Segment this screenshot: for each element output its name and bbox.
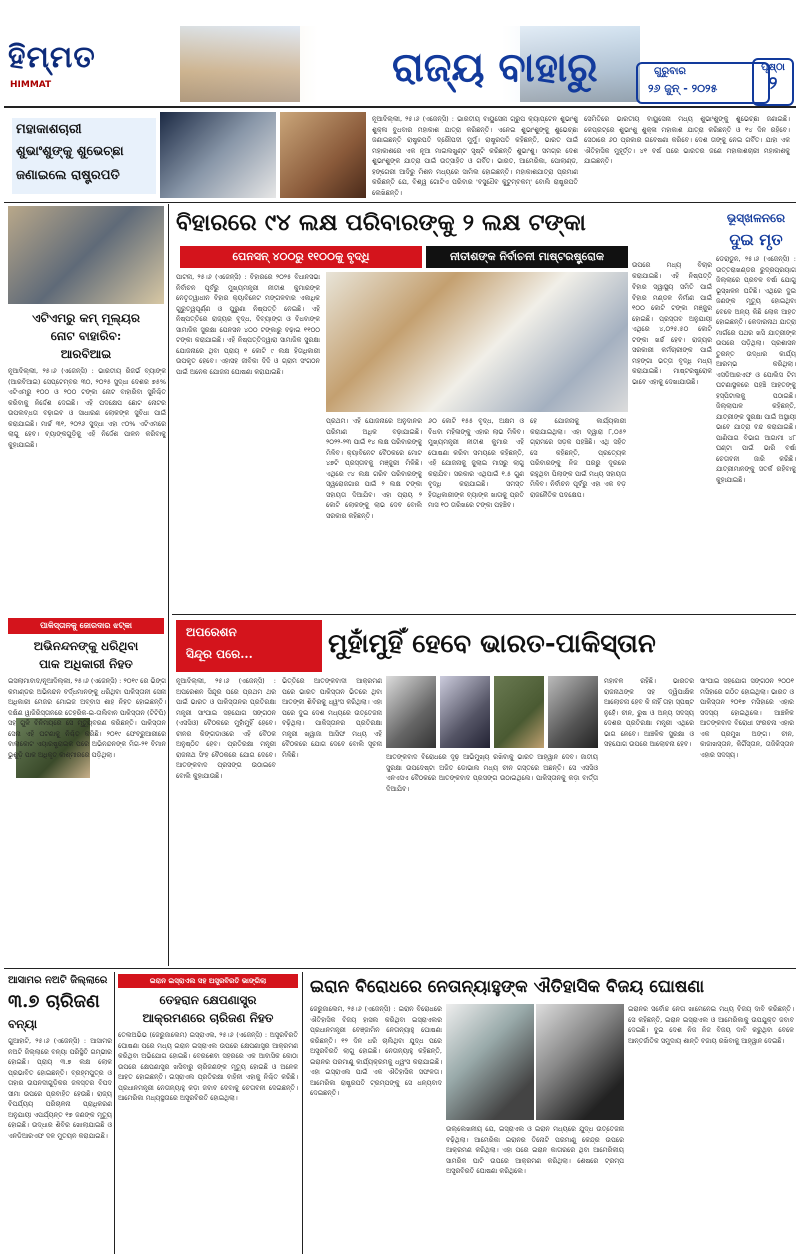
column-divider	[114, 972, 115, 1254]
sindoor-body-5: ସାଂଘାଇ ସହଯୋଗ ସଙ୍ଗଠନ ୨୦୦୧ ମସିହାରେ ଗଠିତ ହୋଇଥିଲା। ଭାରତ ଓ ପାକିସ୍ତାନ ୨୦୧୭ ମସିହାରେ ଏହାର ସଦସ୍ୟ ହୋଇଥିଲେ। ଆଞ୍ଚଳିକ ଆତଙ୍କବାଦ ବିରୋଧୀ ସଂରଚନା ଏହାର ଏକ ପ୍ରମୁଖ ଅଙ୍ଗ। ଚୀନ, କାଜାଖସ୍ତାନ, କିର୍ଗିସ୍ତାନ, ତାଜିକିସ୍ତାନ ଏହାର ସଦସ୍ୟ।	[700, 677, 794, 759]
sindoor-body-3: ଆତଙ୍କବାଦ ବିରୋଧରେ ଦୃଢ଼ ଆଭିମୁଖ୍ୟ ରଖିବାକୁ ଭାରତ ଆହ୍ୱାନ ଦେବ। ଜାତୀୟ ସୁରକ୍ଷା ଉପଦେଷ୍ଟା ଅଜିତ ଡୋଭାଲ ମଧ୍ୟ ଚୀନ ଗସ୍ତରେ ଅଛନ୍ତି। ସେ ଏସସିଓ ଏନଏସଏ ବୈଠକରେ ଆତଙ୍କବାଦ ପ୍ରସଙ୍ଗ ଉଠାଇଥିଲେ। ପାକିସ୍ତାନକୁ କଡ଼ା ବାର୍ତ୍ତା ଦିଆଯିବ।	[386, 753, 598, 793]
pakistan-officer-headline-2: ପାକ ଅଧିକାରୀ ନିହତ	[39, 657, 133, 671]
astronauts-photo	[160, 112, 276, 198]
skyline-left-image	[180, 26, 300, 102]
paper-name: ହିମ୍ମତ	[8, 40, 96, 75]
asif-photo	[440, 676, 490, 748]
pension-body-2: ପ୍ରଥମ। ଏହି ଯୋଜନାରେ ଅନୁଦାନର ପରିମାଣ ଅଧିକ ବଢ଼ାଯାଇଛି। ୨୦୨୨-୨୩ ପାଇଁ ୧୪ ଲକ୍ଷ ପରିବାରଙ୍କୁ ମିଳିବ। କ୍ୟାବିନେଟ ବୈଠକରେ ମୋଟ ୪୭ଟି ପ୍ରସ୍ତାବକୁ ମଞ୍ଜୁରୀ ମିଳିଛି। ଏଥିରେ ୯୪ ଲକ୍ଷ ଗରିବ ପରିବାରଙ୍କୁ ସ୍ୱରୋଜଗାର ପାଇଁ ୨ ଲକ୍ଷ ଟଙ୍କା ସହାୟତା ଦିଆଯିବ। ଏହା ପ୍ରାୟ ୨ କୋଟି ଲୋକଙ୍କୁ ଲାଭ ଦେବ ବୋଲି ସରକାର କହିଛନ୍ତି।	[326, 417, 422, 520]
iran-victory-headline: ଇରାନ ବିରୋଧରେ ନେତାନ୍ୟାହୁଙ୍କ ଐତିହାସିକ ବିଜୟ ଘୋଷଣା	[310, 977, 705, 997]
day-label: ଗୁରୁବାର	[654, 66, 686, 77]
tehran-body: ତେଲଅଭିଭ (ଜେରୁଜାଲେମ) ଇସ୍ରାଏଲ, ୨୫।୬ (ଏଜେନ୍ସି) : ଅସ୍ତ୍ରବିରତି ଘୋଷଣା ପରେ ମଧ୍ୟ ଇରାନ ଇସ୍ରାଏଲ ଉପରେ କ୍ଷେପଣାସ୍ତ୍ର ଆକ୍ରମଣ କରିଥିବା ଅଭିଯୋଗ ହୋଇଛି। ବେରଶେବା ସହରରେ ଏକ ଆବାସିକ କୋଠା ଉପରେ କ୍ଷେପଣାସ୍ତ୍ର ଖସିବାରୁ ଚାରିଜଣଙ୍କ ମୃତ୍ୟୁ ହୋଇଛି ଓ ଅନେକ ଆହତ ହୋଇଛନ୍ତି। ଇସ୍ରାଏଲ ପ୍ରତିରକ୍ଷା ବାହିନୀ ଏହାକୁ ନିଶ୍ଚିତ କରିଛି। ପ୍ରଧାନମନ୍ତ୍ରୀ ନେତାନ୍ୟାହୁ କଡ଼ା ଜବାବ ଦେବାକୁ ଚେତାବନୀ ଦେଇଛନ୍ତି। ଆମେରିକା ମଧ୍ୟସ୍ଥତାରେ ଅସ୍ତ୍ରବିରତି ହୋଇଥିଲା।	[118, 1031, 298, 1102]
assam-body: ଗୁଆହାଟି, ୨୫।୬ (ଏଜେନ୍ସି) : ଆସାମର ନଅଟି ଜିଲ୍ଲାରେ ବନ୍ୟା ପରିସ୍ଥିତି ଗମ୍ଭୀର ହୋଇଛି। ପ୍ରାୟ ୩.୭ ଲକ୍ଷ ଲୋକ ପ୍ରଭାବିତ ହୋଇଛନ୍ତି। ବ୍ରହ୍ମପୁତ୍ର ଓ ତାହାର ଉପନଦୀଗୁଡ଼ିକର ଜଳସ୍ତର ବିପଦ ସୀମା ଉପରେ ପ୍ରବାହିତ ହେଉଛି। ରାଜ୍ୟ ବିପର୍ଯ୍ୟୟ ପରିଚାଳନା ପ୍ରାଧିକରଣ ଅନୁଯାୟୀ ଏପର୍ଯ୍ୟନ୍ତ ୧୭ ଜଣଙ୍କ ମୃତ୍ୟୁ ହୋଇଛି। ଉଦ୍ଧାର ଶିବିର ଖୋଲାଯାଇଛି ଓ ଏନଡିଆରଏଫ ଦଳ ମୁତୟନ କରାଯାଇଛି।	[8, 1037, 112, 1140]
army-chief-photo	[494, 676, 544, 748]
president-body-2: ସେମିତିରେ ଭାରତୀୟ ବାୟୁସେନା ମଧ୍ୟ ଶୁଭାଂଶୁଙ୍କୁ ଶୁଭେଚ୍ଛା ଜଣାଇଛି। କେପ୍ରଟ୍ରେ ଶୁଭାଂଶୁ ଶୁକ୍ଳା ମହାକାଶ ଯାତ୍ରା କରିଛନ୍ତି ଓ ୧୪ ଦିନ ରହିବେ। ସେଠାରେ ୬୦ ପ୍ରକାର ଗବେଷଣା କରିବେ। ଦେଶ ତାଙ୍କୁ ନେଇ ଗର୍ବିତ। ଯାହା ଏକ ଐତିହାସିକ ମୁହୂର୍ତ୍ତ। ୪୧ ବର୍ଷ ପରେ ଭାରତର ଜଣେ ମହାକାଶଚାରୀ ମହାକାଶକୁ ଯାଇଛନ୍ତି।	[584, 115, 790, 165]
landslide-body: ଡେରାଡୁନ, ୨୫।୬ (ଏଜେନ୍ସି) : ଉତ୍ତରାଖଣ୍ଡର ରୁଦ୍ରପ୍ରୟାଗ ଜିଲ୍ଲାରେ ପ୍ରବଳ ବର୍ଷା ଯୋଗୁ ଭୂସ୍ଖଳନ ଘଟିଛି। ଏଥିରେ ଦୁଇ ଜଣଙ୍କ ମୃତ୍ୟୁ ହୋଇଥିବା ବେଳେ ଅନ୍ୟ କିଛି ଲୋକ ଆହତ ହୋଇଛନ୍ତି। କେଦାରନାଥ ଯାତ୍ରା ମାର୍ଗରେ ପଥର ଖସି ଯାତ୍ରୀଙ୍କ ଉପରେ ପଡ଼ିଥିଲା। ପ୍ରଶାସନ ତୁରନ୍ତ ଉଦ୍ଧାର କାର୍ଯ୍ୟ ଆରମ୍ଭ କରିଥିଲା। ଏସଡିଆରଏଫ ଓ ପୋଲିସ ଟିମ ଘଟଣାସ୍ଥଳରେ ପହଞ୍ଚି ଆହତଙ୍କୁ ହସ୍ପିଟାଲକୁ ପଠାଇଛି। ଜିଲ୍ଲାପାଳ କହିଛନ୍ତି, ଯାତ୍ରୀଙ୍କ ସୁରକ୍ଷା ପାଇଁ ଅସ୍ଥାୟୀ ଭାବେ ଯାତ୍ରା ବନ୍ଦ କରାଯାଇଛି। ପାଣିପାଗ ବିଭାଗ ଆଗାମୀ ୪୮ ଘଣ୍ଟା ପାଇଁ ଭାରି ବର୍ଷା ଚେତାବନୀ ଜାରି କରିଛି। ଯାତ୍ରୀମାନଙ୍କୁ ସତର୍କ ରହିବାକୁ କୁହାଯାଇଛି।	[716, 255, 796, 484]
atm-headline-1: ଏଟିଏମରୁ କମ୍ ମୂଲ୍ୟର	[32, 311, 140, 325]
tehran-headline-1: ତେହରାନ କ୍ଷେପଣାସ୍ତ୍ର	[159, 993, 257, 1007]
sindoor-kicker-box	[176, 620, 322, 672]
khamenei-photo	[536, 1004, 624, 1120]
pension-body-3: ୬୦ କୋଟି ୧୫୫ ବୃଦ୍ଧ, ଅକ୍ଷମ ଓ ବିଧବା ମହିଳାଙ୍କୁ ଏହାର ଲାଭ ମିଳିବ। ମୁଖ୍ୟମନ୍ତ୍ରୀ ନୀତୀଶ କୁମାର ଏହି ଘୋଷଣା କରିବା ସମୟରେ କହିଛନ୍ତି, ଏହି ଯୋଜନାକୁ ଜୁଲାଇ ମାସରୁ ଲାଗୁ କରାଯିବ। ସରକାର ଏଥିପାଇଁ ୧.୫ ଗୁଣ ବୃଦ୍ଧି କରାଯାଇଛି। ସମସ୍ତ ହିତାଧିକାରୀଙ୍କ ବ୍ୟାଙ୍କ ଖାତାକୁ ପ୍ରତି ମାସ ୧୦ ତାରିଖରେ ଟଙ୍କା ପହଞ୍ଚିବ।	[428, 417, 524, 509]
divider	[172, 614, 796, 615]
doval-photo	[548, 676, 598, 748]
president-photo	[280, 112, 366, 198]
iran-victory-body-1: ଜେରୁଜାଲେମ, ୨୫।୬ (ଏଜେନ୍ସି) : ଇରାନ ବିରୋଧରେ ଐତିହାସିକ ବିଜୟ ହାସଲ କରିଥିବା ଇସ୍ରାଏଲର ପ୍ରଧାନମନ୍ତ୍ରୀ ବେଞ୍ଜାମିନ ନେତାନ୍ୟାହୁ ଘୋଷଣା କରିଛନ୍ତି। ୧୨ ଦିନ ଧରି ଚାଲିଥିବା ଯୁଦ୍ଧ ପରେ ଅସ୍ତ୍ରବିରତି ଲାଗୁ ହୋଇଛି। ନେତାନ୍ୟାହୁ କହିଛନ୍ତି, ଇରାନର ପରମାଣୁ କାର୍ଯ୍ୟକ୍ରମକୁ ଧ୍ୱଂସ କରାଯାଇଛି। ଏହା ଇସ୍ରାଏଲ ପାଇଁ ଏକ ଐତିହାସିକ ସଫଳତା। ଆମେରିକା ରାଷ୍ଟ୍ରପତି ଟ୍ରମ୍ପଙ୍କୁ ସେ ଧନ୍ୟବାଦ ଦେଇଛନ୍ତି।	[310, 1005, 442, 1097]
masthead-divider	[4, 106, 796, 108]
assam-headline-1: ଆସାମର ନଅଟି ଜିଲ୍ଲାରେ	[8, 975, 108, 986]
pakistan-officer-body: ଇସଲାମାବାଦ/ନୂଆଦିଲ୍ଲୀ, ୨୫।୬ (ଏଜେନ୍ସି) : ୨୦୧୯ ରେ ଭିଙ୍ଗ କମାଣ୍ଡର ଅଭିନନ୍ଦନ ବର୍ଦ୍ଧମାନଙ୍କୁ ଧରିଥିବା ପାକିସ୍ତାନୀ ସେନା ଅଧିକାରୀ ମେଜର ମୋଇଜ ଅବ୍ବାସ ଶାହ ନିହତ ହୋଇଛନ୍ତି। ଦକ୍ଷିଣ ୱାଜିରିସ୍ତାନରେ ତେହରିକ-ଇ-ତାଲିବାନ ପାକିସ୍ତାନ (ଟିଟିପି) ସହ ଗୁଳି ବିନିମୟରେ ସେ ମୃତ୍ୟୁବରଣ କରିଛନ୍ତି। ପାକିସ୍ତାନ ସେନା ଏହି ଘଟଣାକୁ ନିଶ୍ଚିତ କରିଛି। ୨୦୧୯ ଫେବ୍ରୁଆରୀରେ ବାଲାକୋଟ ଏୟାରଷ୍ଟ୍ରାଇକ ପରେ ଅଭିନନ୍ଦନଙ୍କ ମିଗ-୨୧ ବିମାନ ଭୁଶୁଡ଼ି ପାକ ଅଧିକୃତ କାଶ୍ମୀରରେ ପଡ଼ିଥିଲା।	[8, 677, 166, 759]
president-body: ନୂଆଦିଲ୍ଲୀ, ୨୫।୬ (ଏଜେନ୍ସି) : ଭାରତୀୟ ବାୟୁସେନା ଗ୍ରୁପ କ୍ୟାପ୍ଟେନ ଶୁଭାଂଶୁ ଶୁକ୍ଳା ବୁଧବାର ମହାକାଶ ଯାତ୍ରା କରିଛନ୍ତି। ଏନେଇ ଶୁଭାଂଶୁଙ୍କୁ ଶୁଭେଚ୍ଛା ଜଣାଇଛନ୍ତି ରାଷ୍ଟ୍ରପତି ଦ୍ରୌପଦୀ ମୁର୍ମୁ। ରାଷ୍ଟ୍ରପତି କହିଛନ୍ତି, ଭାରତ ପାଇଁ ମହାକାଶରେ ଏକ ନୂଆ ମାଇଲଖୁଣ୍ଟ ସୃଷ୍ଟି କରିଛନ୍ତି ଶୁଭାଂଶୁ। ସମଗ୍ର ଦେଶ ଶୁଭାଂଶୁଙ୍କ ଯାତ୍ରା ପାଇଁ ଉତ୍ସାହିତ ଓ ଗର୍ବିତ। ଭାରତ, ଆମେରିକା, ପୋଲାଣ୍ଡ, ହଙ୍ଗେରୀ ଆଦିରୁ ମିଶନ ମଧ୍ୟରେ ସାମିଲ ହୋଇଛନ୍ତି। ମହାକାଶଯାତ୍ରା ପ୍ରମାଣ କରିଛନ୍ତି ଯେ, ବିଶ୍ୱ ଗୋଟିଏ ପରିବାର 'ବସୁଧୈବ କୁଟୁମ୍ବକମ୍' ବୋଲି ରାଷ୍ଟ୍ରପତି ଲେଖିଛନ୍ତି।	[372, 115, 578, 197]
atm-headline-3: ଆରବିଆଇ	[60, 347, 112, 361]
pakistan-officer-headline-1: ଅଭିନନ୍ଦନଙ୍କୁ ଧରିଥିବା	[33, 639, 139, 653]
pension-black-bar: ନୀତୀଶଙ୍କ ନିର୍ବାଚନୀ ମାଷ୍ଟରଷ୍ଟ୍ରୋକ	[426, 246, 628, 268]
president-headline-2: ଶୁଭାଂଶୁଙ୍କୁ ଶୁଭେଚ୍ଛା	[16, 144, 124, 159]
atm-headline-2: ନୋଟ ବାହାରିବ:	[50, 329, 122, 343]
paper-logo	[8, 40, 178, 100]
masthead	[0, 0, 800, 108]
rajnath-photo	[386, 676, 436, 748]
netanyahu-photo	[446, 1004, 534, 1120]
president-headline-1: ମହାକାଶଚାରୀ	[16, 122, 82, 137]
sindoor-body-4: ମହାବଳ ରହିଛି। ଭାରତର ରାଜନାଥଙ୍କ ସହ ଦ୍ୱିପାକ୍ଷିକ ଆଲୋଚନା ହେବ କି ନାହିଁ ତାହା ସ୍ପଷ୍ଟ ନୁହେଁ। ଚୀନ, ରୁଷ ଓ ଅନ୍ୟ ସଦସ୍ୟ ଦେଶର ପ୍ରତିରକ୍ଷା ମନ୍ତ୍ରୀ ଏଥିରେ ଭାଗ ନେବେ। ଆଞ୍ଚଳିକ ସୁରକ୍ଷା ଓ ସହଯୋଗ ଉପରେ ଆଲୋଚନା ହେବ।	[604, 677, 694, 748]
assam-headline-2: ୩.୭ ଚାରିଜଣ	[8, 991, 100, 1012]
iran-victory-body-2: ଉଲ୍ଲେଖନୀୟ ଯେ, ଇସ୍ରାଏଲ ଓ ଇରାନ ମଧ୍ୟରେ ଯୁଦ୍ଧ ଉତ୍ତେଜନା ବଢ଼ିଥିଲା। ଆମେରିକା ଇରାନର ତିନୋଟି ପରମାଣୁ କେନ୍ଦ୍ର ଉପରେ ଆକ୍ରମଣ କରିଥିଲା। ଏହା ପରେ ଇରାନ କାତାରରେ ଥିବା ଆମେରିକୀୟ ସାମରିକ ଘାଟି ଉପରେ ଆକ୍ରମଣ କରିଥିଲା। ଶେଷରେ ଟ୍ରମ୍ପ ଅସ୍ତ୍ରବିରତି ଘୋଷଣା କରିଥିଲେ।	[446, 1125, 624, 1175]
page-label: ପୃଷ୍ଠା	[761, 62, 785, 73]
landslide-headline-1: ଭୂସ୍ଖଳନରେ	[726, 211, 786, 225]
pension-red-bar: ପେନସନ୍ ୪୦୦ରୁ ୧୧୦୦କୁ ବୃଦ୍ଧି	[180, 246, 422, 268]
column-divider	[168, 204, 169, 966]
page-number-box	[752, 58, 794, 106]
divider	[4, 202, 796, 203]
pension-body-6: ଉପରେ ମଧ୍ୟ ବିଚାର କରାଯାଇଛି। ଏହି ନିଷ୍ପତ୍ତି	[632, 261, 712, 280]
sindoor-body-1: ନୂଆଦିଲ୍ଲୀ, ୨୫।୬ (ଏଜେନ୍ସି) : ଅପରେଶନ ସିନ୍ଦୂର ପରେ ପ୍ରଥମ ଥର ପାଇଁ ଭାରତ ଓ ପାକିସ୍ତାନର ପ୍ରତିରକ୍ଷା ମନ୍ତ୍ରୀ ସାଂଘାଇ ସହଯୋଗ ସଙ୍ଗଠନ (ଏସସିଓ) ବୈଠକରେ ମୁହାଁମୁହିଁ ହେବେ। ଚୀନର କିଙ୍ଗଡାଓରେ ଏହି ବୈଠକ ଅନୁଷ୍ଠିତ ହେବ। ପ୍ରତିରକ୍ଷା ମନ୍ତ୍ରୀ ରାଜନାଥ ସିଂହ ବୈଠକରେ ଯୋଗ ଦେବେ। ଆତଙ୍କବାଦ ପ୍ରସଙ୍ଗ ଉଠାଇବେ ବୋଲି କୁହାଯାଉଛି।	[176, 677, 276, 780]
pakistan-officer-bar: ପାକିସ୍ତାନକୁ ଜୋରଦାର ଝଟ୍‌କା	[8, 618, 164, 634]
atm-body: ନୂଆଦିଲ୍ଲୀ, ୨୫।୬ (ଏଜେନ୍ସି) : ଭାରତୀୟ ରିଜର୍ଭ ବ୍ୟାଙ୍କ (ଆରବିଆଇ) ସେପ୍ଟେମ୍ବର ୩୦, ୨୦୨୫ ସୁଦ୍ଧା ଦେଶର ୭୫% ଏଟିଏମରୁ ୧୦୦ ଓ ୨୦୦ ଟଙ୍କା ନୋଟ ବାହାରିବା ସୁନିଶ୍ଚିତ କରିବାକୁ ନିର୍ଦ୍ଦେଶ ଦେଇଛି। ଏହି ପଦକ୍ଷେପ ଛୋଟ ନୋଟର ଉପଲବ୍ଧତା ବଢ଼ାଇବ ଓ ସାଧାରଣ ଲୋକଙ୍କ ସୁବିଧା ପାଇଁ କରାଯାଇଛି। ମାର୍ଚ୍ଚ ୩୧, ୨୦୨୬ ସୁଦ୍ଧା ଏହା ୯୦% ଏଟିଏମରେ ଲାଗୁ ହେବ। ବ୍ୟାଙ୍କଗୁଡ଼ିକୁ ଏହି ନିର୍ଦ୍ଦେଶ ପାଳନ କରିବାକୁ କୁହାଯାଇଛି।	[8, 367, 166, 449]
date-label: ୨୬ ଜୁନ୍ - ୨୦୨୫	[648, 82, 718, 95]
pension-body-5: ବିହାର ସ୍ୱାସ୍ଥ୍ୟ ସମିତି ପାଇଁ ବିହାର ମଣ୍ଡଳ ନିର୍ମାଣ ପାଇଁ ୧୦୦ କୋଟି ଟଙ୍କା ମଞ୍ଜୁର ହୋଇଛି। ପ୍ରସ୍ତାବ ଅନୁଯାୟୀ ଏଥିରେ ୪,୦୨୫.୫୦ କୋଟି ଟଙ୍କା ଖର୍ଚ୍ଚ ହେବ। ରାଜ୍ୟର ସରକାରୀ କର୍ମଚାରୀଙ୍କ ପାଇଁ ମହଙ୍ଗା ଭତ୍ତା ବୃଦ୍ଧି ମଧ୍ୟ କରାଯାଇଛି। ମାଷ୍ଟରଷ୍ଟ୍ରୋକ ଭାବେ ଏହାକୁ ଦେଖାଯାଉଛି।	[632, 283, 712, 386]
sindoor-headline: ମୁହାଁମୁହିଁ ହେବେ ଭାରତ-ପାକିସ୍ତାନ	[328, 629, 656, 659]
atm-photo	[8, 206, 164, 304]
pension-headline: ବିହାରରେ ୯୪ ଲକ୍ଷ ପରିବାରଙ୍କୁ ୨ ଲକ୍ଷ ଟଙ୍କା	[176, 209, 586, 236]
sindoor-kicker-2: ସିନ୍ଦୂର ପରେ...	[186, 647, 253, 661]
assam-headline-3: ବନ୍ୟା	[8, 1017, 38, 1031]
section-title: ରାଜ୍ୟ ବାହାରୁ	[392, 44, 598, 91]
pension-body-4: ହେ ଯୋଜନାକୁ କାର୍ଯ୍ୟକାରୀ କରାଯାଇଥିଲା। ଏହା ଦ୍ୱାରା ୮,୦୫୨ ଗ୍ରାମରେ ସଡ଼କ ପହଞ୍ଚିଛି। ଏଥି ସହିତ ସେ କହିଛନ୍ତି, ପ୍ରତ୍ୟେକ ପରିବାରଙ୍କୁ ନିଜ ଘରରୁ ଦୂରରେ ରହୁଥିବା ପିଲାଙ୍କ ପାଇଁ ମଧ୍ୟ ସହାୟତା ମିଳିବ। ନିର୍ବାଚନ ପୂର୍ବରୁ ଏହା ଏକ ବଡ଼ ରାଜନୈତିକ ପଦକ୍ଷେପ।	[530, 417, 626, 499]
nitish-photo	[326, 272, 628, 412]
president-headline-box	[12, 118, 156, 194]
tehran-headline-2: ଆକ୍ରମଣରେ ଚାରିଜଣ ନିହତ	[142, 1011, 274, 1025]
landslide-headline-2: ଦୁଇ ମୃତ	[729, 230, 783, 249]
column-divider	[302, 972, 303, 1254]
date-box	[636, 62, 770, 104]
president-headline-3: ଜଣାଇଲେ ରାଷ୍ଟ୍ରପତି	[16, 168, 120, 183]
page-number: ୨	[768, 73, 778, 94]
sindoor-body-2: ଭିତ୍ତିରେ ଆତଙ୍କବାଦୀ ଆକ୍ରମଣ ପରେ ଭାରତ ପାକିସ୍ତାନ ଭିତରେ ଥିବା ଆତଙ୍କୀ ଶିବିରକୁ ଧ୍ୱଂସ କରିଥିଲା। ଏହା ପରେ ଦୁଇ ଦେଶ ମଧ୍ୟରେ ଉତ୍ତେଜନା ବଢ଼ିଥିଲା। ପାକିସ୍ତାନର ପ୍ରତିରକ୍ଷା ମନ୍ତ୍ରୀ ଖ୍ୱାଜା ଆସିଫ ମଧ୍ୟ ଏହି ବୈଠକରେ ଯୋଗ ଦେବେ ବୋଲି ସୂଚନା ମିଳିଛି।	[282, 677, 382, 759]
paper-sub: HIMMAT	[10, 80, 52, 90]
divider	[4, 968, 796, 969]
tehran-bar: ଇରାନ ଇସ୍ରାଏଲ ସହ ଅସ୍ତ୍ରବିରତି ଭାଙ୍ଗିଲା	[118, 974, 298, 988]
iran-victory-body-3: ଇରାନର ସର୍ବୋଚ୍ଚ ନେତା ଖାମେନେଇ ମଧ୍ୟ ବିଜୟ ଦାବି କରିଛନ୍ତି। ସେ କହିଛନ୍ତି, ଇରାନ ଇସ୍ରାଏଲ ଓ ଆମେରିକାକୁ ଉପଯୁକ୍ତ ଜବାବ ଦେଇଛି। ଦୁଇ ଦେଶ ନିଜ ନିଜ ବିଜୟ ଦାବି କରୁଥିବା ବେଳେ ଆନ୍ତର୍ଜାତିକ ସମୁଦାୟ ଶାନ୍ତି ବଜାୟ ରଖିବାକୁ ଆହ୍ୱାନ ଦେଇଛି।	[628, 1005, 794, 1045]
pension-body-1: ପାଟନା, ୨୫।୬ (ଏଜେନ୍ସି) : ବିହାରରେ ୨୦୨୫ ବିଧାନସଭା ନିର୍ବାଚନ ପୂର୍ବରୁ ମୁଖ୍ୟମନ୍ତ୍ରୀ ନୀତୀଶ କୁମାରଙ୍କ ନେତୃତ୍ୱାଧୀନ ବିହାର କ୍ୟାବିନେଟ ମଙ୍ଗଳବାର ଏକାଧିକ ଗୁରୁତ୍ୱପୂର୍ଣ୍ଣ ଓ ପୁରୁଣା ନିଷ୍ପତ୍ତି ନେଇଛି। ଏହି ନିଷ୍ପତ୍ତିରେ ରାଜ୍ୟର ବୃଦ୍ଧ, ଦିବ୍ୟାଙ୍ଗ ଓ ବିଧବାଙ୍କ ସାମାଜିକ ସୁରକ୍ଷା ପେନସନ ୪୦୦ ଟଙ୍କାରୁ ବଢ଼ାଇ ୧୧୦୦ ଟଙ୍କା କରାଯାଇଛି। ଏହି ନିଷ୍ପତ୍ତିଦ୍ୱାରା ସାମାଜିକ ସୁରକ୍ଷା ଯୋଜନାରେ ଥିବା ପ୍ରାୟ ୧ କୋଟି ୯ ଲକ୍ଷ ହିତାଧିକାରୀ ଉପକୃତ ହେବେ। ଏହାସହ ଜୀବିକା ଦିଦି ଓ ଗ୍ରାମ ସଂଗଠନ ପାଇଁ ଅନେକ ଯୋଜନା ଘୋଷଣା କରାଯାଇଛି।	[176, 273, 320, 376]
sindoor-kicker-1: ଅପରେଶନ	[186, 625, 237, 639]
